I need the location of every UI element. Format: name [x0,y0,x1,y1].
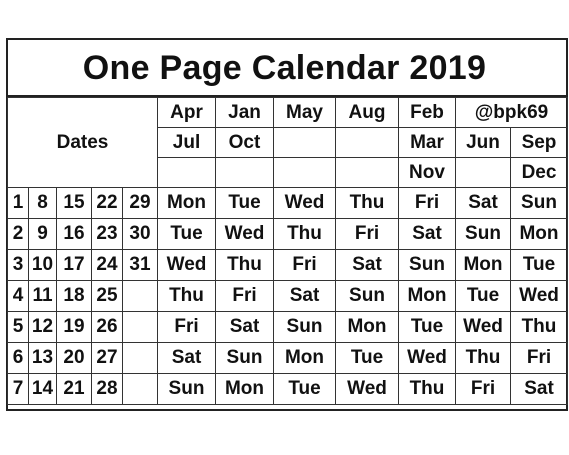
day-cell-sunday: Sun [216,343,274,374]
day-cell-sunday: Sun [456,219,511,250]
month-cell [274,128,336,158]
day-cell: Fri [216,281,274,312]
date-number: 15 [57,188,92,219]
month-cell [216,158,274,188]
calendar-row [8,250,568,281]
day-cell: Fri [456,374,511,405]
month-cell: Dec [511,158,568,188]
month-cell: Nov [399,158,456,188]
day-cell: Wed [336,374,399,405]
page-title: One Page Calendar 2019 [82,48,487,87]
day-cell: Fri [511,343,568,374]
date-number: 25 [92,281,123,312]
date-number [123,281,158,312]
month-cell [158,158,216,188]
day-cell: Sat [274,281,336,312]
month-cell [274,158,336,188]
day-cell: Sat [336,250,399,281]
day-cell: Thu [158,281,216,312]
date-number: 26 [92,312,123,343]
day-cell-sunday: Sun [274,312,336,343]
month-cell: Jul [158,128,216,158]
day-cell: Fri [336,219,399,250]
date-number: 28 [92,374,123,405]
month-cell: May [274,98,336,128]
day-cell: Tue [456,281,511,312]
calendar-row [8,374,568,405]
day-cell: Tue [274,374,336,405]
day-cell: Tue [158,219,216,250]
date-number [123,374,158,405]
day-cell: Tue [336,343,399,374]
month-cell: Jun [456,128,511,158]
day-cell: Sat [511,374,568,405]
day-cell: Mon [511,219,568,250]
day-cell: Mon [216,374,274,405]
month-cell: Apr [158,98,216,128]
date-number: 11 [29,281,57,312]
date-number: 2 [8,219,29,250]
day-cell: Mon [336,312,399,343]
month-header-row [8,98,568,128]
dates-label: Dates [8,98,158,188]
date-number: 23 [92,219,123,250]
date-number [123,343,158,374]
day-cell: Wed [456,312,511,343]
day-cell: Fri [399,188,456,219]
day-cell: Wed [511,281,568,312]
day-cell-sunday: Sun [336,281,399,312]
date-number: 17 [57,250,92,281]
day-cell: Sat [158,343,216,374]
day-cell-sunday: Sun [399,250,456,281]
day-cell: Sat [456,188,511,219]
date-number: 27 [92,343,123,374]
day-cell: Mon [158,188,216,219]
calendar-table [7,97,568,405]
date-number: 7 [8,374,29,405]
date-number: 3 [8,250,29,281]
date-number: 13 [29,343,57,374]
month-cell [336,128,399,158]
day-cell: Thu [216,250,274,281]
month-cell: Oct [216,128,274,158]
day-cell: Tue [511,250,568,281]
date-number: 8 [29,188,57,219]
day-cell: Tue [399,312,456,343]
date-number: 31 [123,250,158,281]
day-cell: Mon [274,343,336,374]
day-cell: Thu [456,343,511,374]
date-number: 5 [8,312,29,343]
month-cell [456,158,511,188]
date-number: 21 [57,374,92,405]
date-number: 1 [8,188,29,219]
date-number: 24 [92,250,123,281]
month-cell: Mar [399,128,456,158]
day-cell-sunday: Sun [158,374,216,405]
date-number: 10 [29,250,57,281]
day-cell: Wed [399,343,456,374]
date-number: 6 [8,343,29,374]
date-number [123,312,158,343]
date-number: 22 [92,188,123,219]
date-number: 9 [29,219,57,250]
day-cell: Wed [216,219,274,250]
calendar-row [8,219,568,250]
day-cell: Wed [158,250,216,281]
day-cell: Thu [336,188,399,219]
date-number: 4 [8,281,29,312]
month-cell: Feb [399,98,456,128]
day-cell: Fri [274,250,336,281]
day-cell: Sat [216,312,274,343]
date-number: 20 [57,343,92,374]
day-cell: Sat [399,219,456,250]
month-cell: Jan [216,98,274,128]
day-cell: Wed [274,188,336,219]
date-number: 19 [57,312,92,343]
calendar-row [8,281,568,312]
day-cell: Fri [158,312,216,343]
month-cell: Aug [336,98,399,128]
calendar-row [8,343,568,374]
date-number: 30 [123,219,158,250]
day-cell: Mon [399,281,456,312]
date-number: 12 [29,312,57,343]
author-handle: @bpk69 [456,98,568,128]
month-cell [336,158,399,188]
day-cell: Thu [399,374,456,405]
day-cell: Tue [216,188,274,219]
day-cell: Mon [456,250,511,281]
calendar-row [8,188,568,219]
month-cell: Sep [511,128,568,158]
date-number: 18 [57,281,92,312]
bottom-divider [6,409,568,411]
day-cell: Thu [274,219,336,250]
day-cell-sunday: Sun [511,188,568,219]
day-cell: Thu [511,312,568,343]
calendar-row [8,312,568,343]
date-number: 14 [29,374,57,405]
date-number: 16 [57,219,92,250]
date-number: 29 [123,188,158,219]
